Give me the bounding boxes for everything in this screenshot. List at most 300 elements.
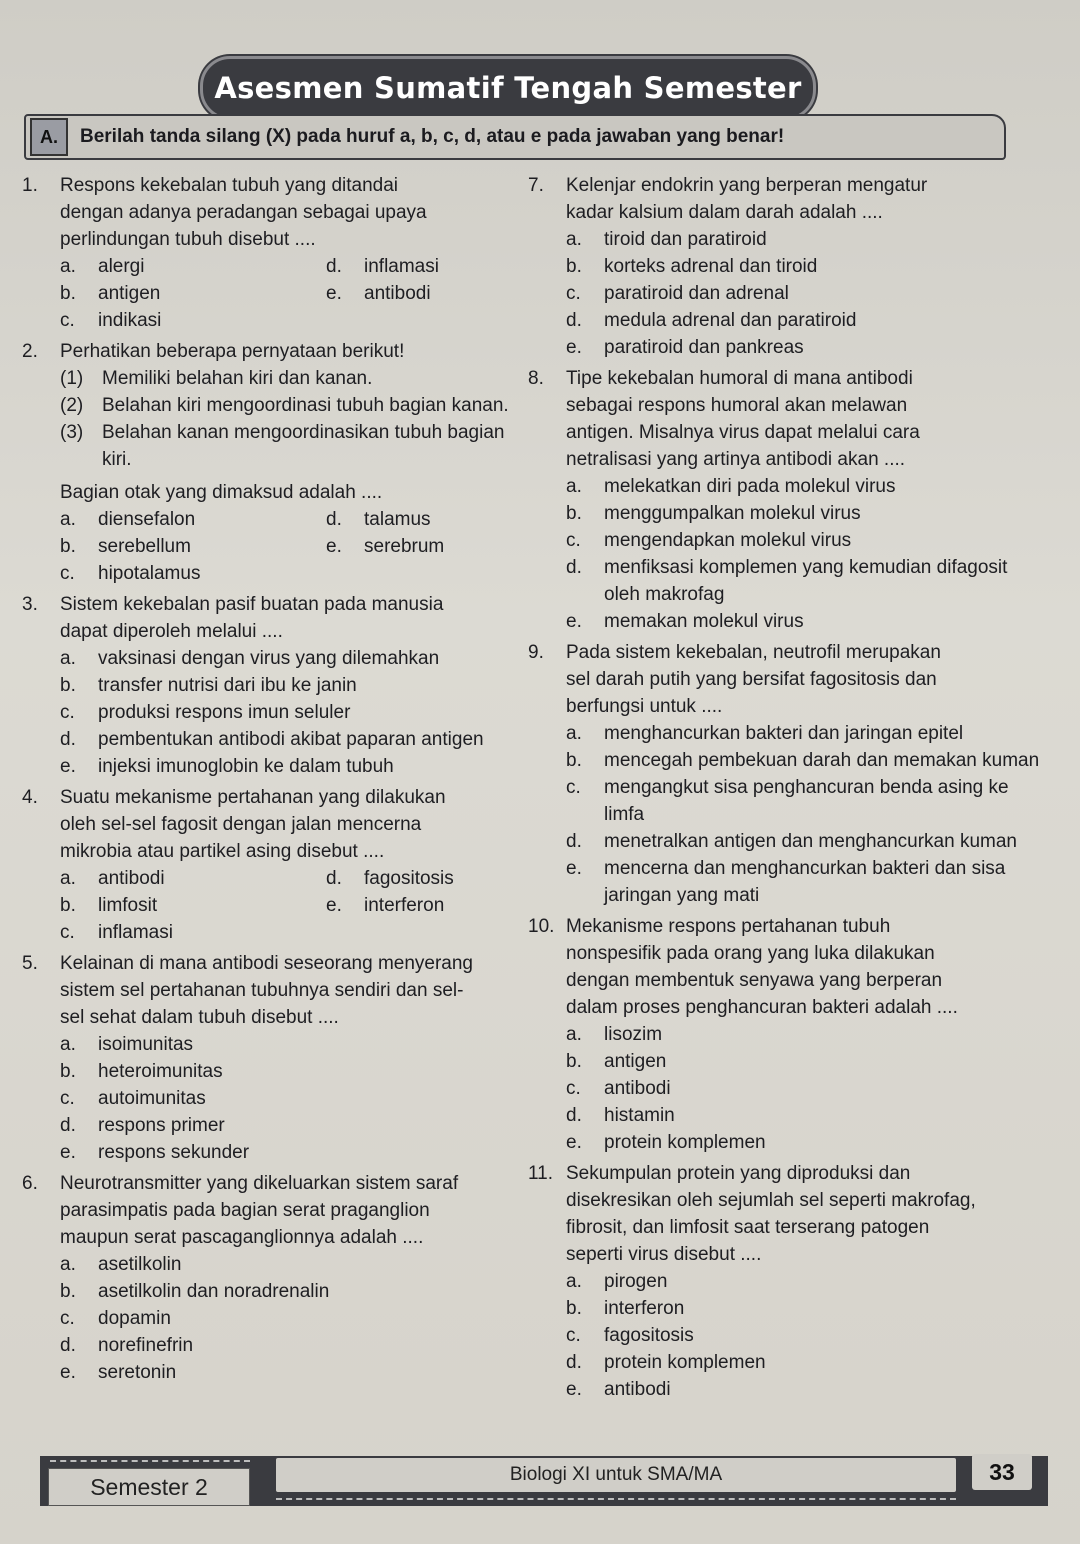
question-text: Suatu mekanisme pertahanan yang dilakukan bbox=[60, 787, 446, 808]
option-letter: c. bbox=[566, 1325, 581, 1346]
question-number bbox=[528, 666, 566, 693]
question-line bbox=[528, 967, 1048, 994]
answer-option[interactable] bbox=[566, 1322, 1048, 1349]
question-line bbox=[528, 940, 1048, 967]
answer-option[interactable] bbox=[566, 1349, 1048, 1376]
option-text: antigen bbox=[604, 1051, 667, 1072]
footer-dash-decoration bbox=[50, 1460, 250, 1462]
question-text: parasimpatis pada bagian serat praganglion bbox=[60, 1200, 430, 1221]
option-letter: c. bbox=[60, 922, 75, 943]
option-text: respons primer bbox=[98, 1115, 225, 1136]
answer-option[interactable] bbox=[566, 307, 1048, 334]
question-3 bbox=[22, 591, 522, 780]
answer-option[interactable] bbox=[60, 865, 326, 892]
option-letter bbox=[326, 307, 364, 334]
option-letter: d. bbox=[566, 557, 582, 578]
question-number bbox=[528, 392, 566, 419]
question-number: 4. bbox=[22, 787, 38, 808]
question-text: dalam proses penghancuran bakteri adalah .... bbox=[566, 997, 958, 1018]
question-line bbox=[528, 1187, 1048, 1214]
option-text: medula adrenal dan paratiroid bbox=[604, 310, 857, 331]
option-letter: e. bbox=[566, 858, 582, 879]
question-text: sistem sel pertahanan tubuhnya sendiri dan sel- bbox=[60, 980, 464, 1001]
question-text: fibrosit, dan limfosit saat terserang patogen bbox=[566, 1217, 930, 1238]
answer-option[interactable] bbox=[326, 506, 526, 533]
answer-option[interactable] bbox=[60, 753, 522, 780]
answer-option[interactable] bbox=[566, 1129, 1048, 1156]
question-number bbox=[22, 618, 60, 645]
answer-option[interactable] bbox=[566, 334, 1048, 361]
option-text: antibodi bbox=[98, 868, 165, 889]
option-letter: a. bbox=[566, 1271, 582, 1292]
answer-options bbox=[528, 226, 1048, 361]
option-text: melekatkan diri pada molekul virus bbox=[604, 476, 896, 497]
question-text: seperti virus disebut .... bbox=[566, 1244, 762, 1265]
option-letter: e. bbox=[566, 1379, 582, 1400]
option-letter: b. bbox=[60, 536, 76, 557]
question-number bbox=[528, 994, 566, 1021]
question-line bbox=[528, 666, 1048, 693]
option-letter: d. bbox=[566, 1352, 582, 1373]
option-letter: c. bbox=[60, 563, 75, 584]
question-line bbox=[22, 172, 522, 199]
option-text: antibodi bbox=[364, 283, 431, 304]
option-text: mencegah pembekuan darah dan memakan kuman bbox=[604, 750, 1040, 771]
question-text: sel darah putih yang bersifat fagositosis dan bbox=[566, 669, 937, 690]
question-line bbox=[528, 392, 1048, 419]
option-text: asetilkolin dan noradrenalin bbox=[98, 1281, 330, 1302]
answer-option[interactable] bbox=[566, 608, 1048, 635]
answer-option[interactable] bbox=[566, 473, 1048, 500]
option-letter: c. bbox=[60, 1308, 75, 1329]
option-letter: e. bbox=[60, 1362, 76, 1383]
option-letter: e. bbox=[326, 536, 342, 557]
question-10 bbox=[528, 913, 1048, 1156]
answer-option[interactable] bbox=[566, 720, 1048, 747]
question-number bbox=[22, 811, 60, 838]
answer-option[interactable] bbox=[326, 892, 526, 919]
question-line bbox=[22, 950, 522, 977]
option-text: norefinefrin bbox=[98, 1335, 194, 1356]
answer-option[interactable] bbox=[566, 1021, 1048, 1048]
answer-option[interactable] bbox=[326, 919, 526, 946]
option-letter: b. bbox=[60, 1281, 76, 1302]
question-1 bbox=[22, 172, 522, 334]
option-letter: a. bbox=[566, 229, 582, 250]
option-letter: c. bbox=[566, 283, 581, 304]
option-letter: e. bbox=[326, 283, 342, 304]
option-text: memakan molekul virus bbox=[604, 611, 804, 632]
option-text: serebellum bbox=[98, 536, 191, 557]
option-text: dopamin bbox=[98, 1308, 171, 1329]
answer-options bbox=[22, 645, 522, 780]
option-text: autoimunitas bbox=[98, 1088, 206, 1109]
question-text: mikrobia atau partikel asing disebut .... bbox=[60, 841, 385, 862]
option-text: paratiroid dan adrenal bbox=[604, 283, 789, 304]
question-line bbox=[528, 1214, 1048, 1241]
option-text: interferon bbox=[604, 1298, 685, 1319]
question-line bbox=[22, 1004, 522, 1031]
option-letter: e. bbox=[566, 1132, 582, 1153]
question-text: Tipe kekebalan humoral di mana antibodi bbox=[566, 368, 913, 389]
option-letter: b. bbox=[60, 283, 76, 304]
answer-option[interactable] bbox=[60, 1031, 522, 1058]
option-text: protein komplemen bbox=[604, 1132, 766, 1153]
option-letter: a. bbox=[60, 256, 76, 277]
option-letter: b. bbox=[60, 1061, 76, 1082]
answer-options bbox=[528, 1268, 1048, 1403]
question-number bbox=[22, 1004, 60, 1031]
question-line bbox=[22, 784, 522, 811]
question-line bbox=[22, 338, 522, 365]
question-line bbox=[528, 365, 1048, 392]
option-text: korteks adrenal dan tiroid bbox=[604, 256, 818, 277]
option-text: menetralkan antigen dan menghancurkan kuman bbox=[604, 831, 1017, 852]
answer-option[interactable] bbox=[60, 726, 522, 753]
question-line bbox=[22, 618, 522, 645]
answer-option[interactable] bbox=[326, 307, 526, 334]
question-number bbox=[528, 199, 566, 226]
answer-option[interactable] bbox=[60, 919, 326, 946]
question-text: Pada sistem kekebalan, neutrofil merupakan bbox=[566, 642, 941, 663]
option-letter: d. bbox=[326, 256, 342, 277]
answer-option[interactable] bbox=[566, 1268, 1048, 1295]
answer-options bbox=[22, 1031, 522, 1166]
question-line bbox=[528, 199, 1048, 226]
answer-option[interactable] bbox=[326, 280, 526, 307]
option-letter: b. bbox=[566, 1298, 582, 1319]
answer-option[interactable] bbox=[326, 253, 526, 280]
question-line bbox=[22, 226, 522, 253]
answer-option[interactable] bbox=[566, 747, 1048, 774]
option-text: mencerna dan menghancurkan bakteri dan sisa jaringan yang mati bbox=[604, 858, 1006, 906]
question-7 bbox=[528, 172, 1048, 361]
question-stem: Bagian otak yang dimaksud adalah .... bbox=[60, 482, 383, 503]
question-line bbox=[22, 199, 522, 226]
option-letter: b. bbox=[60, 895, 76, 916]
option-text: respons sekunder bbox=[98, 1142, 250, 1163]
question-text: maupun serat pascaganglionnya adalah .... bbox=[60, 1227, 424, 1248]
question-6 bbox=[22, 1170, 522, 1386]
answer-option[interactable] bbox=[566, 226, 1048, 253]
option-text: isoimunitas bbox=[98, 1034, 194, 1055]
option-letter: c. bbox=[60, 310, 75, 331]
option-text: inflamasi bbox=[98, 922, 173, 943]
answer-options bbox=[22, 253, 522, 334]
option-letter: e. bbox=[566, 611, 582, 632]
answer-option[interactable] bbox=[566, 1102, 1048, 1129]
question-number: 7. bbox=[528, 175, 544, 196]
book-title: Biologi XI untuk SMA/MA bbox=[276, 1458, 956, 1492]
statement-number: (1) bbox=[60, 368, 84, 389]
page-title: Asesmen Sumatif Tengah Semester bbox=[214, 71, 802, 105]
question-number bbox=[528, 446, 566, 473]
option-letter: e. bbox=[60, 1142, 76, 1163]
section-instruction: Berilah tanda silang (X) pada huruf a, b, c, d, atau e pada jawaban yang benar! bbox=[80, 126, 785, 147]
answer-option[interactable] bbox=[60, 1085, 522, 1112]
answer-options bbox=[22, 1251, 522, 1386]
answer-option[interactable] bbox=[60, 1332, 522, 1359]
answer-option[interactable] bbox=[566, 774, 1048, 828]
question-line bbox=[528, 1160, 1048, 1187]
option-text: menggumpalkan molekul virus bbox=[604, 503, 861, 524]
option-letter: c. bbox=[566, 530, 581, 551]
option-letter: d. bbox=[60, 1335, 76, 1356]
option-text: produksi respons imun seluler bbox=[98, 702, 351, 723]
option-text: heteroimunitas bbox=[98, 1061, 223, 1082]
option-letter: e. bbox=[566, 337, 582, 358]
option-text: antibodi bbox=[604, 1078, 671, 1099]
answer-options bbox=[528, 720, 1048, 909]
question-number bbox=[22, 838, 60, 865]
option-text: histamin bbox=[604, 1105, 675, 1126]
option-text: diensefalon bbox=[98, 509, 196, 530]
question-line bbox=[22, 838, 522, 865]
answer-option[interactable] bbox=[60, 1139, 522, 1166]
option-letter: d. bbox=[566, 1105, 582, 1126]
question-text: nonspesifik pada orang yang luka dilakukan bbox=[566, 943, 935, 964]
option-letter bbox=[326, 919, 364, 946]
option-letter: d. bbox=[60, 729, 76, 750]
option-text: pembentukan antibodi akibat paparan antigen bbox=[98, 729, 484, 750]
answer-option[interactable] bbox=[60, 1359, 522, 1386]
question-line bbox=[22, 811, 522, 838]
answer-option[interactable] bbox=[60, 1251, 522, 1278]
question-line bbox=[528, 419, 1048, 446]
question-number bbox=[22, 199, 60, 226]
question-line bbox=[22, 977, 522, 1004]
question-number: 1. bbox=[22, 175, 38, 196]
answer-option[interactable] bbox=[60, 1278, 522, 1305]
answer-option[interactable] bbox=[60, 506, 326, 533]
question-text: sel sehat dalam tubuh disebut .... bbox=[60, 1007, 339, 1028]
option-letter: b. bbox=[566, 256, 582, 277]
option-text: fagositosis bbox=[364, 868, 454, 889]
option-text: serebrum bbox=[364, 536, 445, 557]
question-number bbox=[528, 419, 566, 446]
question-text: Respons kekebalan tubuh yang ditandai bbox=[60, 175, 399, 196]
option-text: antibodi bbox=[604, 1379, 671, 1400]
option-letter: e. bbox=[60, 756, 76, 777]
option-text: fagositosis bbox=[604, 1325, 694, 1346]
question-text: netralisasi yang artinya antibodi akan .... bbox=[566, 449, 906, 470]
question-line bbox=[528, 639, 1048, 666]
option-text: injeksi imunoglobin ke dalam tubuh bbox=[98, 756, 394, 777]
answer-option[interactable] bbox=[60, 280, 326, 307]
question-line bbox=[528, 446, 1048, 473]
option-letter: c. bbox=[60, 1088, 75, 1109]
answer-option[interactable] bbox=[60, 307, 326, 334]
option-text: menghancurkan bakteri dan jaringan epitel bbox=[604, 723, 964, 744]
answer-option[interactable] bbox=[326, 533, 526, 560]
option-text: transfer nutrisi dari ibu ke janin bbox=[98, 675, 357, 696]
option-letter: d. bbox=[60, 1115, 76, 1136]
question-line bbox=[528, 172, 1048, 199]
statement-item bbox=[22, 365, 522, 392]
option-letter: a. bbox=[566, 723, 582, 744]
option-letter: a. bbox=[60, 509, 76, 530]
answer-option[interactable] bbox=[60, 1305, 522, 1332]
option-text: talamus bbox=[364, 509, 431, 530]
option-text: mengangkut sisa penghancuran benda asing ke limfa bbox=[604, 777, 1009, 825]
answer-option[interactable] bbox=[60, 892, 326, 919]
question-number: 11. bbox=[528, 1163, 554, 1184]
question-number bbox=[528, 967, 566, 994]
option-text: lisozim bbox=[604, 1024, 663, 1045]
statement-item bbox=[22, 392, 522, 419]
option-letter: c. bbox=[566, 1078, 581, 1099]
answer-option[interactable] bbox=[566, 253, 1048, 280]
option-letter: b. bbox=[566, 1051, 582, 1072]
option-text: menfiksasi komplemen yang kemudian difagosit oleh makrofag bbox=[604, 557, 1008, 605]
question-text: Mekanisme respons pertahanan tubuh bbox=[566, 916, 891, 937]
question-text: Sekumpulan protein yang diproduksi dan bbox=[566, 1163, 911, 1184]
option-text: hipotalamus bbox=[98, 563, 201, 584]
option-letter: a. bbox=[60, 1254, 76, 1275]
page-number: 33 bbox=[972, 1454, 1032, 1490]
question-text: dapat diperoleh melalui .... bbox=[60, 621, 283, 642]
question-8 bbox=[528, 365, 1048, 635]
question-text: perlindungan tubuh disebut .... bbox=[60, 229, 316, 250]
page-footer bbox=[40, 1450, 1048, 1512]
option-text: antigen bbox=[98, 283, 161, 304]
answer-option[interactable] bbox=[60, 1058, 522, 1085]
question-line bbox=[22, 591, 522, 618]
option-letter bbox=[326, 560, 364, 587]
question-number bbox=[22, 226, 60, 253]
question-text: Sistem kekebalan pasif buatan pada manusia bbox=[60, 594, 444, 615]
option-text: indikasi bbox=[98, 310, 162, 331]
question-number bbox=[528, 1187, 566, 1214]
answer-option[interactable] bbox=[60, 253, 326, 280]
option-text: seretonin bbox=[98, 1362, 177, 1383]
option-letter: c. bbox=[566, 777, 581, 798]
question-text: disekresikan oleh sejumlah sel seperti makrofag, bbox=[566, 1190, 976, 1211]
answer-option[interactable] bbox=[60, 672, 522, 699]
answer-option[interactable] bbox=[60, 560, 326, 587]
option-text: mengendapkan molekul virus bbox=[604, 530, 852, 551]
option-text: alergi bbox=[98, 256, 145, 277]
question-line bbox=[528, 1241, 1048, 1268]
section-header bbox=[24, 114, 1006, 160]
section-letter: A. bbox=[30, 118, 68, 156]
answer-option[interactable] bbox=[566, 828, 1048, 855]
question-number: 3. bbox=[22, 594, 38, 615]
question-text: Kelainan di mana antibodi seseorang menyerang bbox=[60, 953, 473, 974]
option-letter: d. bbox=[326, 509, 342, 530]
option-letter: b. bbox=[566, 503, 582, 524]
right-column bbox=[528, 172, 1048, 1407]
question-4 bbox=[22, 784, 522, 946]
answer-option[interactable] bbox=[60, 645, 522, 672]
option-text: paratiroid dan pankreas bbox=[604, 337, 804, 358]
option-text: protein komplemen bbox=[604, 1352, 766, 1373]
question-number: 5. bbox=[22, 953, 38, 974]
left-column bbox=[22, 172, 522, 1390]
option-text: tiroid dan paratiroid bbox=[604, 229, 767, 250]
statement-number: (3) bbox=[60, 422, 84, 443]
option-text: interferon bbox=[364, 895, 445, 916]
question-text: berfungsi untuk .... bbox=[566, 696, 723, 717]
question-number: 10. bbox=[528, 916, 555, 937]
question-number bbox=[528, 940, 566, 967]
answer-option[interactable] bbox=[566, 554, 1048, 608]
answer-option[interactable] bbox=[566, 855, 1048, 909]
answer-option[interactable] bbox=[566, 1075, 1048, 1102]
answer-option[interactable] bbox=[566, 527, 1048, 554]
answer-option[interactable] bbox=[566, 1295, 1048, 1322]
question-number bbox=[528, 1214, 566, 1241]
title-banner bbox=[200, 56, 816, 120]
question-text: Neurotransmitter yang dikeluarkan sistem saraf bbox=[60, 1173, 459, 1194]
question-number bbox=[528, 693, 566, 720]
option-letter: b. bbox=[566, 750, 582, 771]
answer-option[interactable] bbox=[566, 280, 1048, 307]
answer-options bbox=[22, 506, 522, 587]
answer-option[interactable] bbox=[326, 865, 526, 892]
footer-dash-decoration bbox=[276, 1498, 956, 1500]
question-line bbox=[22, 1197, 522, 1224]
question-line bbox=[528, 994, 1048, 1021]
answer-option[interactable] bbox=[566, 1376, 1048, 1403]
question-line bbox=[528, 693, 1048, 720]
statement-text: Belahan kiri mengoordinasi tubuh bagian kanan. bbox=[102, 395, 509, 416]
statement-number: (2) bbox=[60, 395, 84, 416]
option-letter: c. bbox=[60, 702, 75, 723]
answer-option[interactable] bbox=[60, 1112, 522, 1139]
question-text: Perhatikan beberapa pernyataan berikut! bbox=[60, 341, 405, 362]
question-text: kadar kalsium dalam darah adalah .... bbox=[566, 202, 883, 223]
question-9 bbox=[528, 639, 1048, 909]
answer-option[interactable] bbox=[326, 560, 526, 587]
question-number bbox=[22, 1197, 60, 1224]
question-line bbox=[528, 913, 1048, 940]
option-letter: a. bbox=[60, 648, 76, 669]
answer-options bbox=[528, 1021, 1048, 1156]
question-number bbox=[22, 977, 60, 1004]
answer-option[interactable] bbox=[566, 1048, 1048, 1075]
answer-options bbox=[22, 865, 522, 946]
option-letter: d. bbox=[326, 868, 342, 889]
answer-options bbox=[528, 473, 1048, 635]
question-number: 2. bbox=[22, 341, 38, 362]
option-text: asetilkolin bbox=[98, 1254, 182, 1275]
question-number: 9. bbox=[528, 642, 544, 663]
question-text: sebagai respons humoral akan melawan bbox=[566, 395, 908, 416]
semester-label: Semester 2 bbox=[48, 1468, 250, 1506]
option-letter: b. bbox=[60, 675, 76, 696]
option-text: limfosit bbox=[98, 895, 158, 916]
question-number bbox=[528, 1241, 566, 1268]
answer-option[interactable] bbox=[566, 500, 1048, 527]
question-text: dengan membentuk senyawa yang berperan bbox=[566, 970, 943, 991]
question-number: 6. bbox=[22, 1173, 38, 1194]
option-letter: d. bbox=[566, 831, 582, 852]
answer-option[interactable] bbox=[60, 533, 326, 560]
statement-item bbox=[22, 419, 522, 473]
option-letter: a. bbox=[566, 1024, 582, 1045]
question-text: Kelenjar endokrin yang berperan mengatur bbox=[566, 175, 928, 196]
option-text: inflamasi bbox=[364, 256, 439, 277]
question-5 bbox=[22, 950, 522, 1166]
statement-text: Memiliki belahan kiri dan kanan. bbox=[102, 368, 373, 389]
answer-option[interactable] bbox=[60, 699, 522, 726]
option-letter: a. bbox=[60, 868, 76, 889]
option-letter: a. bbox=[566, 476, 582, 497]
question-number bbox=[22, 1224, 60, 1251]
statement-text: Belahan kanan mengoordinasikan tubuh bagian kiri. bbox=[102, 422, 505, 470]
option-text: pirogen bbox=[604, 1271, 668, 1292]
